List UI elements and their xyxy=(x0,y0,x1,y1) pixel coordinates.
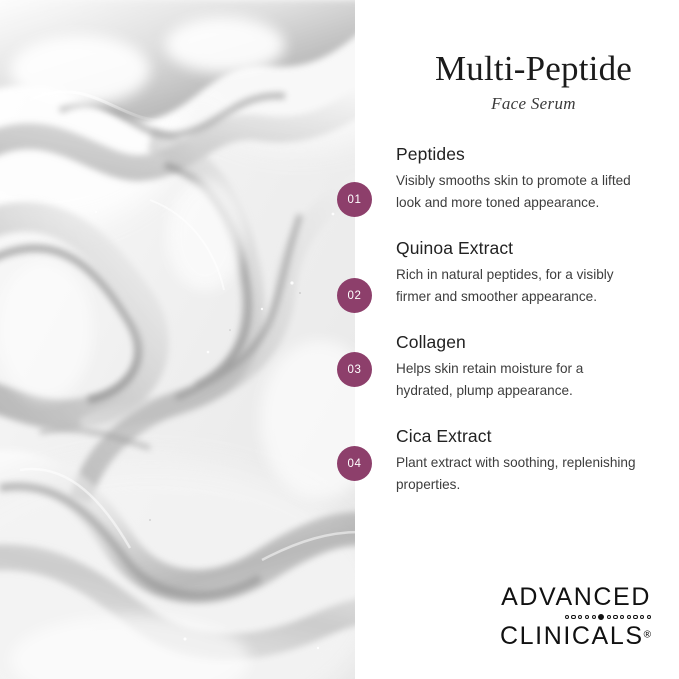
divider-dot xyxy=(571,615,575,619)
page-subtitle: Face Serum xyxy=(491,93,576,113)
divider-dot xyxy=(640,615,644,619)
brand-divider-dots xyxy=(500,614,651,621)
divider-dot xyxy=(620,615,624,619)
badge-number-02: 02 xyxy=(337,278,372,313)
brand-name-line-2: CLINICALS xyxy=(500,621,644,650)
ingredient-name: Cica Extract xyxy=(396,426,492,447)
list-item xyxy=(347,332,679,402)
ingredient-description: Plant extract with soothing, replenishing properties. xyxy=(396,455,636,493)
list-item xyxy=(347,144,679,214)
divider-dot xyxy=(565,615,569,619)
ingredient-name: Quinoa Extract xyxy=(396,238,514,259)
divider-dot xyxy=(585,615,589,619)
divider-dot xyxy=(633,615,637,619)
registered-mark: ® xyxy=(643,629,651,641)
title-block xyxy=(392,50,675,114)
content-panel xyxy=(347,0,679,679)
divider-dot xyxy=(592,615,596,619)
ingredient-name: Collagen xyxy=(396,332,466,353)
ingredient-description: Visibly smooths skin to promote a lifted look and more toned appearance. xyxy=(396,173,631,211)
ingredient-name: Peptides xyxy=(396,144,465,164)
ingredient-list xyxy=(347,144,679,520)
badge-number-01: 01 xyxy=(337,182,372,217)
list-item xyxy=(347,238,679,308)
divider-dot xyxy=(627,615,631,619)
brand-logo xyxy=(500,584,651,649)
badge-number-03: 03 xyxy=(337,352,372,387)
brand-name-line-2-wrapper xyxy=(500,623,651,650)
page-title: Multi-Peptide xyxy=(434,49,633,88)
ingredient-description: Rich in natural peptides, for a visibly firmer and smoother appearance. xyxy=(396,267,614,305)
ingredient-description: Helps skin retain moisture for a hydrated, plump appearance. xyxy=(396,361,584,399)
divider-dot xyxy=(607,615,611,619)
brand-name-line-1: ADVANCED xyxy=(501,583,651,611)
divider-dot xyxy=(578,615,582,619)
divider-dot xyxy=(647,615,651,619)
divider-dot xyxy=(613,615,617,619)
list-item xyxy=(347,426,679,496)
badge-number-04: 04 xyxy=(337,446,372,481)
divider-dot-accent xyxy=(598,614,604,620)
